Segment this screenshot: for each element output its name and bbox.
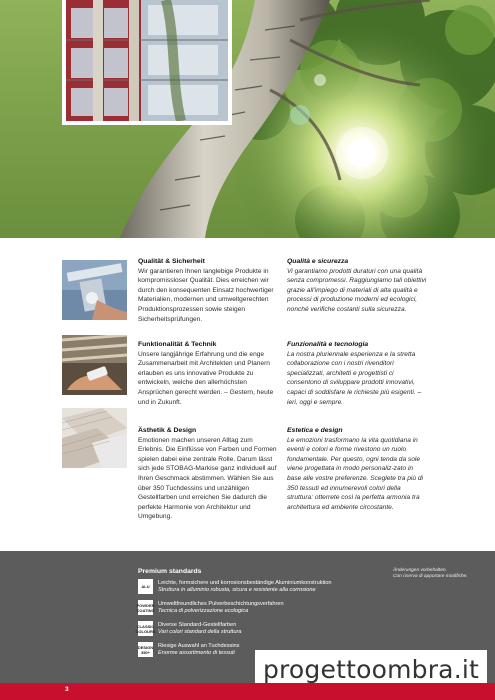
standard-item-de: Riesige Auswahl an Tuchdessins [158,643,240,649]
design-de-title: Ästhetik & Design [138,427,197,434]
standard-item-it: Enorme assortimento di tessuti [158,650,235,656]
quality-de-title: Qualität & Sicherheit [138,258,205,265]
standard-item-it: Tecnica di polverizzazione ecologica [158,608,249,614]
disclaimer-note [393,568,468,580]
quality-de [138,257,278,324]
standard-item-it: Vari colori standard della struttura [158,629,242,635]
functionality-de-title: Funktionalität & Technik [138,341,217,348]
design-350-badge-icon: DESIGN 350+ [138,642,153,657]
quality-it [287,257,427,315]
design-it-title: Estetica e design [287,427,343,434]
thumb-awning-remote-photo [62,335,127,395]
premium-standards-heading: Premium standards [138,568,202,575]
standard-item-it: Struttura in alluminio robusta, sicura e resistente alla corrosione [158,587,316,593]
design-de [138,426,278,522]
disclaimer-de: Änderungen vorbehalten. [393,568,447,573]
design-de-text: Emotionen machen unseren Alltag zum Erlebnis. Die Einflüsse von Farben und Formen spielen dabei eine zentrale Rolle. Darum lässt sich jede STOBAG-Markise ganz individuell auf Ihren Geschmack abstimmen. Wählen Sie aus über 350 Tuchdessins und unzähligen Gestellfarben und erreichen Sie dadurch die perfekte Harmonie von Architektur und Umgebung. [138,436,277,521]
thumb-caliper-photo [62,260,127,320]
bottom-red-bar [0,683,495,700]
quality-it-title: Qualità e sicurezza [287,258,349,265]
functionality-de-text: Unsere langjährige Erfahrung und die enge Zusammenarbeit mit Architekten und Planern erlauben es uns innovative Produkte zu entwickeln, welche den allerhöchsten Ansprüchen gerecht werden. – Gestern, heute und in Zukunft. [138,350,274,406]
alu-badge-icon: ALU [138,579,153,594]
thumb-fabric-swatches-photo [62,408,127,468]
functionality-de [138,340,278,407]
page-number: 3 [65,686,69,693]
functionality-it-text: La nostra pluriennale esperienza e la stretta collaborazione con i nostri rivenditori specializzati, architetti e progettisti ci consentono di sviluppare prodotti innovativi, capaci di soddisfare le richieste più esigenti. – ieri, oggi e sempre. [287,350,422,406]
standard-item-de: Diverse Standard-Gestellfarben [158,622,237,628]
classic-colours-badge-icon: CLASSIC COLOURS [138,621,153,636]
inset-photo-building-facade [62,0,232,125]
functionality-it [287,340,427,407]
design-it-text: Le emozioni trasformano la vita quotidiana in eventi e colori e forme rivestono un ruolo fondamentale. Per questo, ogni tenda da sole viene progettata in modo personaliz-zato in base alle vostre preferenze. Sceglete tra più di 350 tessuti ed innumerevoli colori della struttura: otterrete così la perfetta armonia tra architettura ed ambiente circostante. [287,436,423,511]
premium-standards-footer [0,551,495,700]
quality-it-text: Vi garantiamo prodotti duraturi con una qualità senza compromessi. Raggiungiamo tali obiettivi grazie all'impiego di materiali di alta qualità e processi di produzione moderni ed ecologici, nonché verifiche costanti sulla sicurezza. [287,267,427,313]
standard-item-de: Leichte, formsichere und korrosionsbeständige Aluminiumkonstruktion [158,580,332,586]
standard-item-de: Umweltfreundliches Pulverbeschichtungsverfahren [158,601,284,607]
brand-watermark: progettoombra.it [255,650,487,688]
quality-de-text: Wir garantieren Ihnen langlebige Produkte in kompromissloser Qualität. Dies erreichen wir durch den konsequenten Einsatz hochwertiger Materialien, modernen und umweltgerechten Produktionsprozessen sowie steigen Sicherheitsprüfungen. [138,267,274,323]
disclaimer-it: Con riserva di apportare modifiche. [393,574,468,579]
design-it [287,426,427,512]
functionality-it-title: Funzionalità e tecnologia [287,341,369,348]
powder-coating-badge-icon: POWDER COATING [138,600,153,615]
